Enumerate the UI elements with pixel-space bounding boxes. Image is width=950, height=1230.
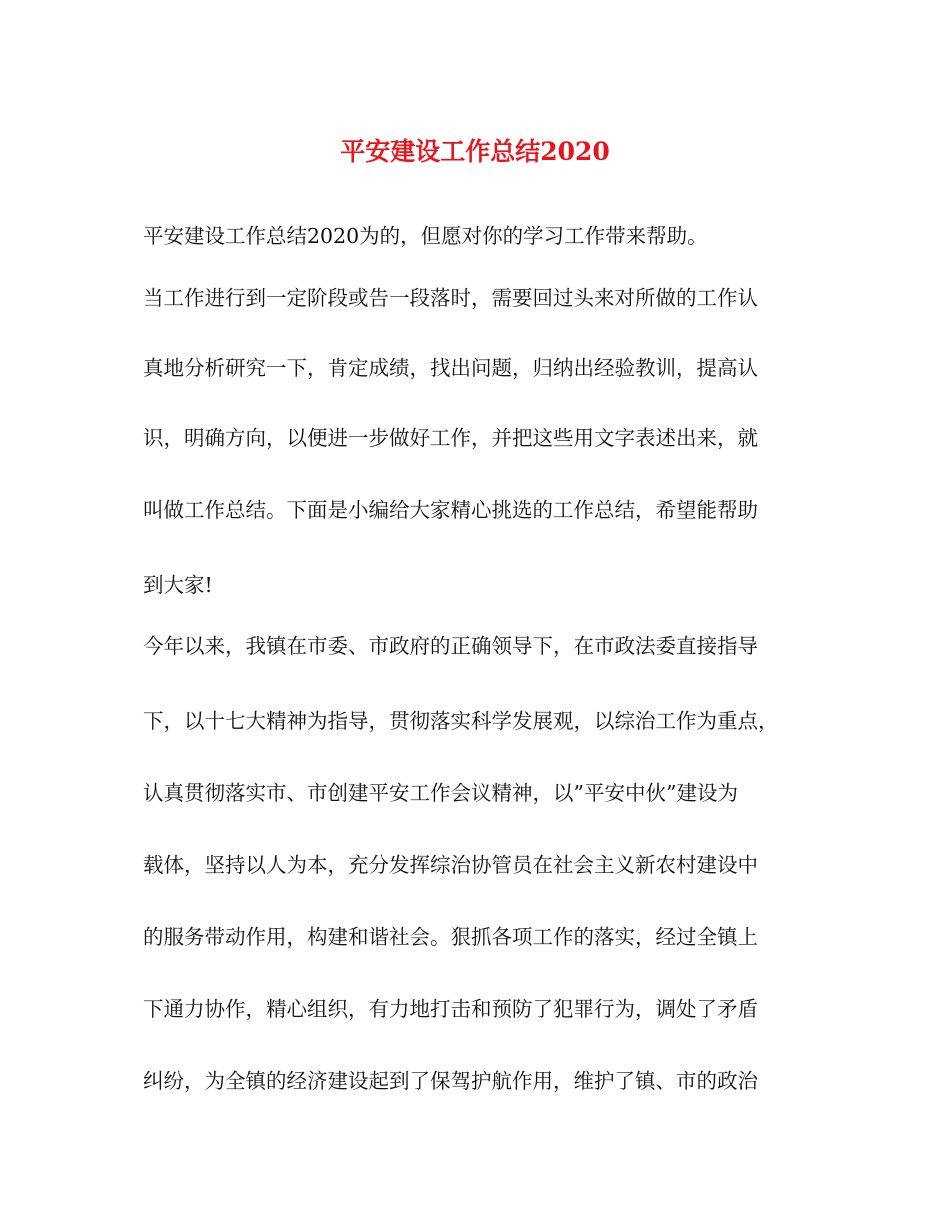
paragraph2-line: 认真贯彻落实市、市创建平安工作会议精神，以”平安中伙”建设为 — [143, 781, 738, 805]
paragraph2-line: 的服务带动作用，构建和谐社会。狠抓各项工作的落实，经过全镇上 — [143, 925, 758, 949]
paragraph1-line: 当工作进行到一定阶段或告一段落时，需要回过头来对所做的工作认 — [143, 286, 758, 310]
paragraph1-line: 识，明确方向，以便进一步做好工作，并把这些用文字表述出来，就 — [143, 426, 758, 450]
paragraph1-line: 叫做工作总结。下面是小编给大家精心挑选的工作总结，希望能帮助 — [143, 498, 758, 522]
paragraph1-line: 到大家! — [143, 573, 213, 597]
document-title: 平安建设工作总结2020 — [340, 137, 610, 166]
paragraph2-line: 今年以来，我镇在市委、市政府的正确领导下，在市政法委直接指导 — [143, 634, 758, 658]
intro-line: 平安建设工作总结2020为的，但愿对你的学习工作带来帮助。 — [143, 224, 708, 248]
paragraph2-line: 下通力协作，精心组织，有力地打击和预防了犯罪行为，调处了矛盾 — [143, 997, 758, 1021]
paragraph2-line: 纠纷，为全镇的经济建设起到了保驾护航作用，维护了镇、市的政治 — [143, 1069, 758, 1093]
paragraph2-line: 载体，坚持以人为本，充分发挥综治协管员在社会主义新农村建设中 — [143, 853, 758, 877]
paragraph2-line: 下，以十七大精神为指导，贯彻落实科学发展观，以综治工作为重点， — [143, 709, 779, 733]
paragraph1-line: 真地分析研究一下，肯定成绩，找出问题，归纳出经验教训，提高认 — [143, 356, 758, 380]
